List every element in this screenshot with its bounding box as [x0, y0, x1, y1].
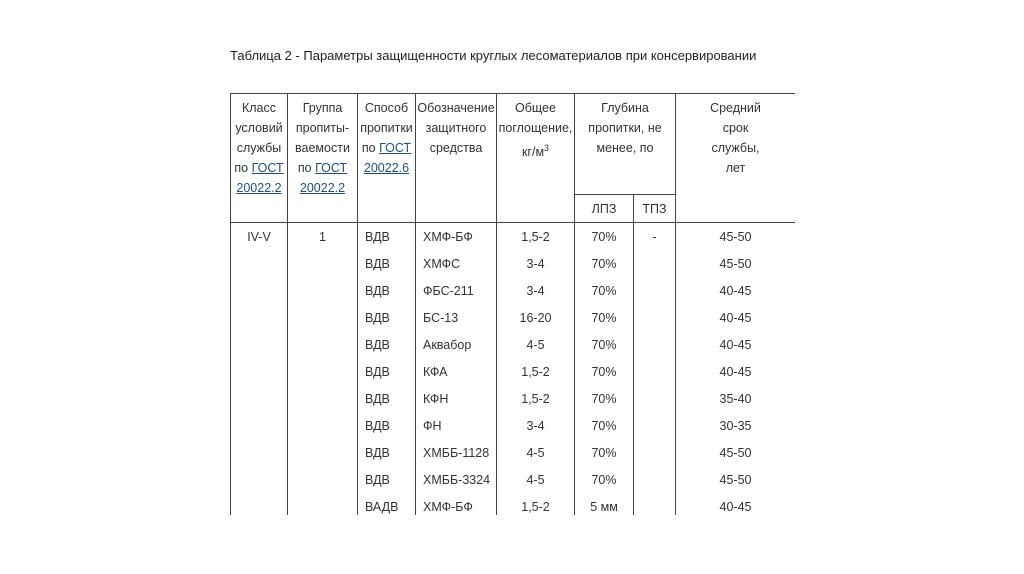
- cell-lpz: 70%: [575, 412, 634, 439]
- cell-method: ВДВ: [358, 304, 416, 331]
- cell-method: ВДВ: [358, 439, 416, 466]
- cell-abs: 1,5-2: [497, 493, 575, 515]
- table-row: [231, 439, 796, 466]
- cell-life: 45-50: [676, 250, 796, 277]
- cell-class: [231, 331, 288, 358]
- cell-tpz: [634, 385, 676, 412]
- cell-method: ВДВ: [358, 250, 416, 277]
- cell-life: 40-45: [676, 331, 796, 358]
- header-text: пропитки, не: [588, 121, 662, 135]
- cell-group: 1: [288, 223, 358, 251]
- cell-tpz: [634, 493, 676, 515]
- table-row: [231, 331, 796, 358]
- header-life: [676, 94, 796, 223]
- cell-abs: 1,5-2: [497, 385, 575, 412]
- table-row: [231, 493, 796, 515]
- header-method: [358, 94, 416, 223]
- cell-method: ВДВ: [358, 277, 416, 304]
- gost-link[interactable]: ГОСТ: [379, 141, 412, 155]
- header-text: срок: [722, 121, 749, 135]
- cell-group: [288, 250, 358, 277]
- header-text: Средний: [710, 101, 761, 115]
- table-row: [231, 412, 796, 439]
- header-text: 3: [544, 143, 550, 153]
- header-text: по: [234, 161, 252, 175]
- header-text: условий: [235, 121, 283, 135]
- cell-name: КФА: [416, 358, 497, 385]
- gost-link[interactable]: 20022.6: [363, 161, 410, 175]
- cell-lpz: 70%: [575, 439, 634, 466]
- cell-group: [288, 277, 358, 304]
- cell-tpz: [634, 304, 676, 331]
- cell-life: 30-35: [676, 412, 796, 439]
- cell-life: 45-50: [676, 223, 796, 251]
- cell-name: ФБС-211: [416, 277, 497, 304]
- cell-class: [231, 439, 288, 466]
- cell-method: ВДВ: [358, 466, 416, 493]
- cell-lpz: 70%: [575, 358, 634, 385]
- header-text: службы: [236, 141, 282, 155]
- table-row: [231, 358, 796, 385]
- header-absorption: [497, 94, 575, 223]
- header-text: службы,: [711, 141, 760, 155]
- header-text: по: [361, 141, 380, 155]
- cell-class: [231, 466, 288, 493]
- cell-group: [288, 439, 358, 466]
- cell-name: КФН: [416, 385, 497, 412]
- cell-tpz: -: [634, 223, 676, 251]
- header-text: защитного: [425, 121, 487, 135]
- cell-life: 40-45: [676, 493, 796, 515]
- table-row: [231, 385, 796, 412]
- cell-method: ВДВ: [358, 223, 416, 251]
- cell-class: [231, 412, 288, 439]
- cell-name: ФН: [416, 412, 497, 439]
- header-group: [288, 94, 358, 223]
- table-title: Таблица 2 - Параметры защищенности круглых лесоматериалов при консервировании: [230, 48, 757, 63]
- table-row: [231, 466, 796, 493]
- cell-abs: 3-4: [497, 250, 575, 277]
- cell-name: ХМББ-3324: [416, 466, 497, 493]
- header-text: Класс: [241, 101, 277, 115]
- cell-name: Аквабор: [416, 331, 497, 358]
- cell-group: [288, 304, 358, 331]
- cell-life: 40-45: [676, 358, 796, 385]
- cell-abs: 1,5-2: [497, 223, 575, 251]
- cell-tpz: [634, 412, 676, 439]
- header-text: пропитки: [360, 121, 413, 135]
- cell-group: [288, 331, 358, 358]
- header-text: менее, по: [596, 141, 654, 155]
- header-text: кг/м: [521, 145, 545, 160]
- header-text: по: [297, 161, 316, 175]
- cell-abs: 4-5: [497, 466, 575, 493]
- header-text: поглощение,: [498, 121, 573, 135]
- gost-link[interactable]: ГОСТ: [315, 161, 348, 175]
- cell-group: [288, 358, 358, 385]
- table-row: [231, 277, 796, 304]
- header-lpz: ЛПЗ: [575, 195, 634, 223]
- cell-lpz: 70%: [575, 385, 634, 412]
- header-text: Обозначение: [417, 101, 495, 115]
- header-text: Способ: [364, 101, 409, 115]
- cell-method: ВАДВ: [358, 493, 416, 515]
- cell-tpz: [634, 250, 676, 277]
- cell-life: 45-50: [676, 466, 796, 493]
- table-row: [231, 223, 796, 251]
- gost-link[interactable]: 20022.2: [236, 181, 282, 195]
- cell-abs: 3-4: [497, 412, 575, 439]
- cell-class: [231, 493, 288, 515]
- cell-class: [231, 304, 288, 331]
- cell-lpz: 70%: [575, 250, 634, 277]
- cell-class: [231, 250, 288, 277]
- cell-class: IV-V: [231, 223, 288, 251]
- cell-method: ВДВ: [358, 385, 416, 412]
- header-text: лет: [725, 161, 746, 175]
- cell-life: 40-45: [676, 277, 796, 304]
- cell-name: БС-13: [416, 304, 497, 331]
- cell-tpz: [634, 331, 676, 358]
- cell-lpz: 70%: [575, 223, 634, 251]
- cell-name: ХМФС: [416, 250, 497, 277]
- cell-life: 45-50: [676, 439, 796, 466]
- cell-abs: 4-5: [497, 331, 575, 358]
- cell-method: ВДВ: [358, 412, 416, 439]
- cell-group: [288, 385, 358, 412]
- cell-lpz: 70%: [575, 277, 634, 304]
- cell-group: [288, 466, 358, 493]
- cell-group: [288, 493, 358, 515]
- cell-method: ВДВ: [358, 331, 416, 358]
- cell-life: 40-45: [676, 304, 796, 331]
- table-row: [231, 304, 796, 331]
- cell-method: ВДВ: [358, 358, 416, 385]
- cell-tpz: [634, 439, 676, 466]
- cell-tpz: [634, 277, 676, 304]
- header-text: Общее: [515, 101, 556, 115]
- cell-lpz: 70%: [575, 304, 634, 331]
- header-designation: [416, 94, 497, 223]
- cell-tpz: [634, 358, 676, 385]
- cell-group: [288, 412, 358, 439]
- header-class: [231, 94, 288, 223]
- cell-class: [231, 277, 288, 304]
- cell-abs: 16-20: [497, 304, 575, 331]
- gost-link[interactable]: 20022.2: [299, 181, 346, 195]
- cell-name: ХМФ-БФ: [416, 223, 497, 251]
- header-tpz: ТПЗ: [634, 195, 676, 223]
- cell-class: [231, 358, 288, 385]
- cell-name: ХМФ-БФ: [416, 493, 497, 515]
- cell-abs: 1,5-2: [497, 358, 575, 385]
- cell-class: [231, 385, 288, 412]
- header-text: средства: [429, 141, 483, 155]
- header-text: ваемости: [295, 141, 350, 155]
- cell-lpz: 70%: [575, 466, 634, 493]
- cell-lpz: 5 мм: [575, 493, 634, 515]
- cell-abs: 4-5: [497, 439, 575, 466]
- header-text: Глубина: [601, 101, 649, 115]
- cell-name: ХМББ-1128: [416, 439, 497, 466]
- cell-lpz: 70%: [575, 331, 634, 358]
- header-depth: [575, 94, 676, 195]
- table-row: [231, 250, 796, 277]
- cell-tpz: [634, 466, 676, 493]
- protection-table: [230, 93, 795, 515]
- gost-link[interactable]: ГОСТ: [251, 161, 284, 175]
- cell-life: 35-40: [676, 385, 796, 412]
- header-text: пропиты-: [295, 121, 350, 135]
- header-text: Группа: [302, 101, 343, 115]
- cell-abs: 3-4: [497, 277, 575, 304]
